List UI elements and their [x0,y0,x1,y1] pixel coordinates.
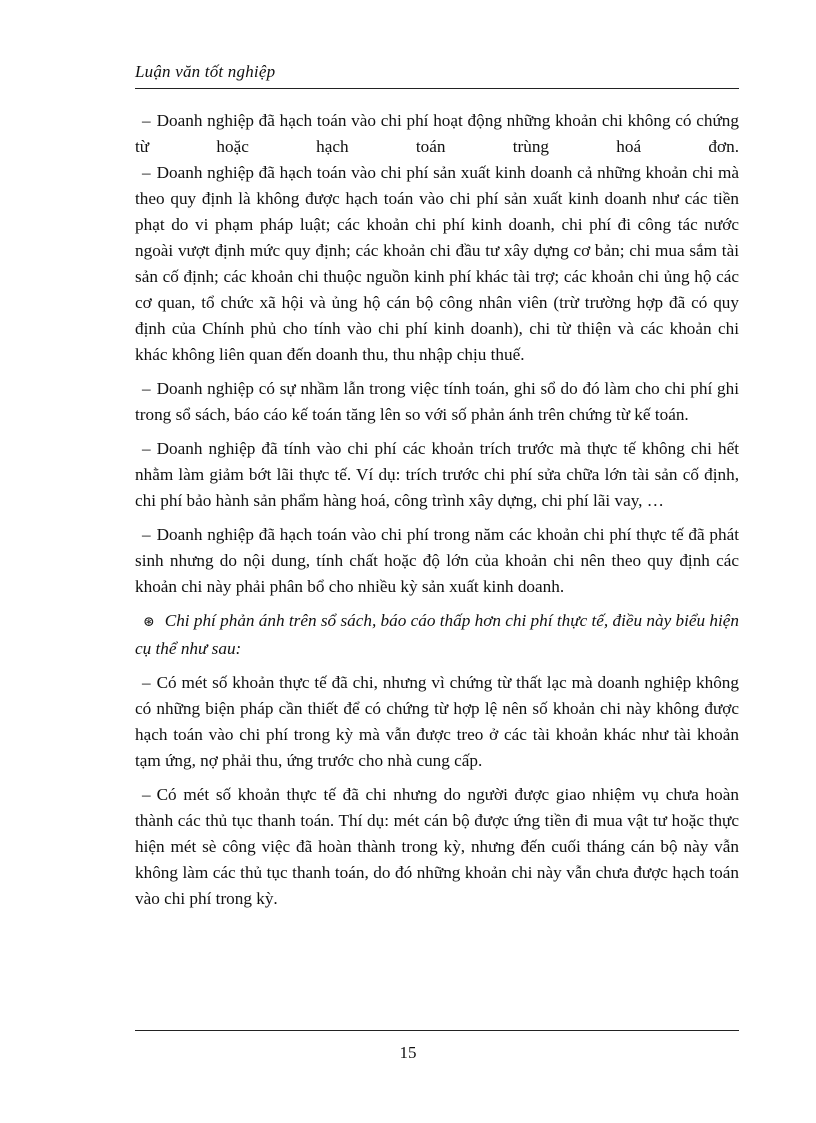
paragraph-3 [135,376,739,428]
dash-marker: – [142,111,151,130]
dash-marker: – [142,673,151,692]
paragraph-2 [135,160,739,368]
paragraph-text: Doanh nghiệp đã hạch toán vào chi phí sản xuất kinh doanh cả những khoản chi mà theo quy định là không được hạch toán vào chi phí sản xuất kinh doanh như các tiền phạt do vi phạm pháp luật; các khoản chi phí kinh doanh, chi phí đi công tác nước ngoài vượt định mức quy định; các khoản chi đầu tư xây dựng cơ bản; chi mua sắm tài sản cố định; các khoản chi thuộc nguồn kinh phí khác tài trợ; các khoản chi ủng hộ các cơ quan, tổ chức xã hội và ủng hộ cán bộ công nhân viên (trừ trường hợp đã có quy định của Chính phủ cho tính vào chi phí kinh doanh), chi từ thiện và các khoản chi khác không liên quan đến doanh thu, thu nhập chịu thuế. [135,163,739,364]
dash-marker: – [142,439,151,458]
footer-divider [135,1030,739,1031]
paragraph-text: Doanh nghiệp có sự nhầm lẫn trong việc tính toán, ghi sổ do đó làm cho chi phí ghi trong sổ sách, báo cáo kế toán tăng lên so với số phản ánh trên chứng từ kế toán. [135,379,739,424]
page-header [135,60,739,89]
dash-marker: – [142,785,151,804]
paragraph-text: Có mét số khoản thực tế đã chi nhưng do người được giao nhiệm vụ chưa hoàn thành các thủ tục thanh toán. Thí dụ: mét cán bộ được ứng tiền đi mua vật tư hoặc thực hiện mét sè công việc đã hoàn thành trong kỳ, nhưng đến cuối tháng cán bộ này vẫn không làm các thủ tục thanh toán, do đó những khoản chi này vẫn chưa được hạch toán vào chi phí trong kỳ. [135,785,739,908]
bullet-icon: ⊛ [143,615,155,630]
paragraph-5 [135,522,739,600]
paragraph-1 [135,108,739,160]
paragraph-text: Có mét số khoản thực tế đã chi, nhưng vì chứng từ thất lạc mà doanh nghiệp không có những biện pháp cần thiết để có chứng từ hợp lệ nên số khoản chi này không được hạch toán vào chi phí trong kỳ mà vẫn được treo ở các tài khoản khác như tài khoản tạm ứng, nợ phải thu, ứng trước cho nhà cung cấp. [135,673,739,770]
dash-marker: – [142,379,151,398]
paragraph-6-heading [135,608,739,662]
paragraph-text: Doanh nghiệp đã tính vào chi phí các khoản trích trước mà thực tế không chi hết nhằm làm giảm bớt lãi thực tế. Ví dụ: trích trước chi phí sửa chữa lớn tài sản cố định, chi phí bảo hành sản phẩm hàng hoá, công trình xây dựng, chi phí lãi vay, … [135,439,739,510]
paragraph-7 [135,670,739,774]
document-body [135,108,739,920]
paragraph-8 [135,782,739,912]
page-number: 15 [399,1043,417,1062]
dash-marker: – [142,525,151,544]
paragraph-4 [135,436,739,514]
paragraph-text: Doanh nghiệp đã hạch toán vào chi phí hoạt động những khoản chi không có chứng từ hoặc hạch toán trùng hoá đơn. [135,111,739,156]
paragraph-text: Chi phí phản ánh trên sổ sách, báo cáo thấp hơn chi phí thực tế, điều này biểu hiện cụ thể như sau: [135,611,739,658]
paragraph-text: Doanh nghiệp đã hạch toán vào chi phí trong năm các khoản chi phí thực tế đã phát sinh nhưng do nội dung, tính chất hoặc độ lớn của khoản chi nên theo quy định các khoản chi này phải phân bổ cho nhiều kỳ sản xuất kinh doanh. [135,525,739,596]
dash-marker: – [142,163,151,182]
header-title: Luận văn tốt nghiệp [135,62,276,81]
